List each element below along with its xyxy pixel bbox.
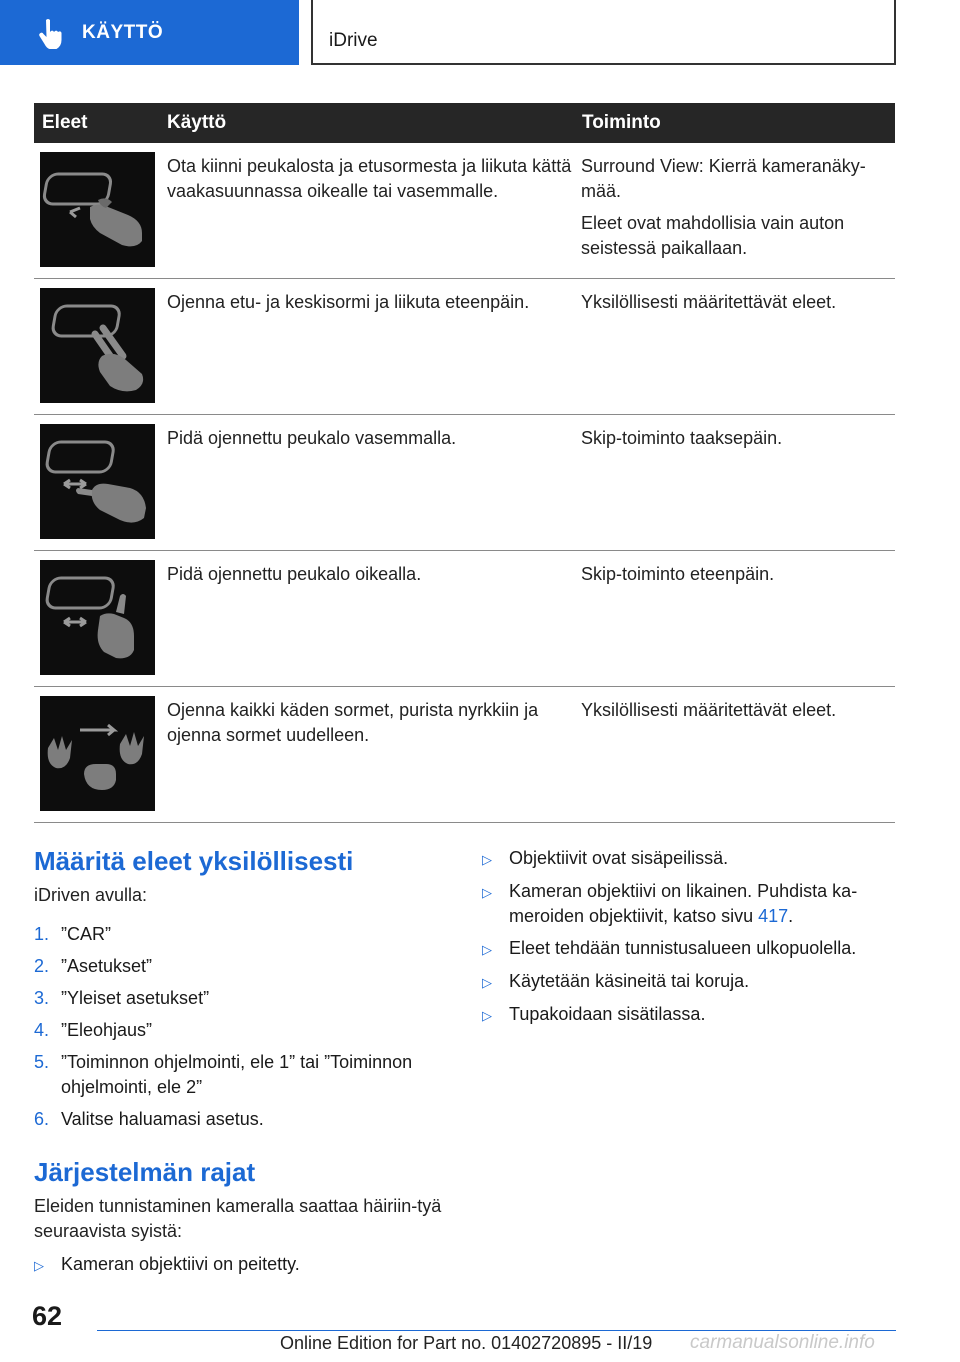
step-number: 3. [34, 988, 50, 1008]
triangle-bullet-icon: ▷ [482, 1008, 492, 1023]
bullet-text-end: . [788, 906, 794, 926]
section-intro: Eleiden tunnistaminen kameralla saattaa häiriin-tyä seuraavista syistä: [34, 1196, 442, 1241]
column-header-function: Toiminto [582, 112, 661, 133]
bullet-text: Eleet tehdään tunnistusalueen ulkopuolella. [509, 938, 857, 958]
function-line: Skip-toiminto taaksepäin. [581, 428, 783, 448]
usage-text: Ojenna kaikki käden sormet, purista nyrkkiin ja ojenna sormet uudelleen. [167, 700, 539, 745]
two-finger-forward-gesture-icon [40, 288, 155, 403]
chapter-title-box [311, 0, 896, 65]
list-item [34, 922, 464, 947]
section-label: KÄYTTÖ [82, 21, 164, 43]
list-item [34, 1107, 464, 1132]
function-text [581, 290, 891, 315]
steps-list [34, 922, 464, 1139]
chapter-title: iDrive [329, 30, 378, 51]
list-item [482, 879, 902, 929]
table-row [34, 551, 895, 687]
list-item [34, 1252, 454, 1278]
step-text: Valitse haluamasi asetus. [61, 1109, 264, 1129]
footer-edition: Online Edition for Part no. 01402720895 - II/19 [280, 1333, 653, 1353]
page-reference-link[interactable]: 417 [758, 906, 789, 926]
column-header-usage: Käyttö [167, 112, 227, 133]
step-text: ”CAR” [61, 924, 111, 944]
function-text [581, 154, 891, 261]
list-item [34, 954, 464, 979]
list-item [34, 1050, 464, 1100]
triangle-bullet-icon: ▷ [34, 1258, 44, 1273]
function-text [581, 562, 891, 587]
function-text [581, 426, 891, 451]
section-tab [0, 0, 299, 65]
step-number: 2. [34, 956, 50, 976]
thumb-right-gesture-icon [40, 560, 155, 675]
list-item [482, 846, 902, 872]
table-header [34, 103, 895, 143]
bullet-text: Tupakoidaan sisätilassa. [509, 1004, 706, 1024]
section-heading: Järjestelmän rajat [34, 1157, 256, 1187]
table-row [34, 279, 895, 415]
watermark: carmanualsonline.info [690, 1332, 875, 1353]
triangle-bullet-icon: ▷ [482, 852, 492, 867]
section-intro: iDriven avulla: [34, 885, 148, 905]
section-heading: Määritä eleet yksilöllisesti [34, 846, 354, 876]
usage-text: Ojenna etu- ja keskisormi ja liikuta eteenpäin. [167, 292, 530, 312]
gesture-table [34, 103, 895, 823]
function-text [581, 698, 891, 723]
page-number: 62 [32, 1301, 63, 1331]
table-row [34, 415, 895, 551]
list-item [482, 1002, 902, 1028]
bullet-text: Käytetään käsineitä tai koruja. [509, 971, 750, 991]
list-item [482, 969, 902, 995]
bullet-text [509, 879, 879, 929]
list-item [34, 1018, 464, 1043]
column-header-gestures: Eleet [42, 112, 88, 133]
list-item [34, 986, 464, 1011]
limits-list-left [34, 1252, 454, 1285]
table-row [34, 143, 895, 279]
usage-text: Ota kiinni peukalosta ja etusormesta ja liikuta kättä vaakasuunnassa oikealle tai vasemmalle. [167, 156, 572, 201]
step-text: ”Toiminnon ohjelmointi, ele 1” tai ”Toiminnon ohjelmointi, ele 2” [61, 1052, 413, 1097]
fist-open-gesture-icon [40, 696, 155, 811]
function-line: Yksilöllisesti määritettävät eleet. [581, 292, 837, 312]
step-number: 4. [34, 1020, 50, 1040]
usage-text: Pidä ojennettu peukalo oikealla. [167, 564, 422, 584]
triangle-bullet-icon: ▷ [482, 942, 492, 957]
triangle-bullet-icon: ▷ [482, 975, 492, 990]
rotate-gesture-icon [40, 152, 155, 267]
function-line: Surround View: Kierrä kameranäky-mää. [581, 156, 866, 201]
triangle-bullet-icon: ▷ [482, 885, 492, 900]
step-number: 6. [34, 1109, 50, 1129]
function-line: Eleet ovat mahdollisia vain auton seistessä paikallaan. [581, 213, 845, 258]
step-text: ”Eleohjaus” [61, 1020, 153, 1040]
limits-list-right [482, 846, 902, 1035]
function-line: Skip-toiminto eteenpäin. [581, 564, 775, 584]
thumb-left-gesture-icon [40, 424, 155, 539]
bullet-text: Kameran objektiivi on peitetty. [61, 1254, 300, 1274]
step-text: ”Yleiset asetukset” [61, 988, 210, 1008]
step-text: ”Asetukset” [61, 956, 153, 976]
function-line: Yksilöllisesti määritettävät eleet. [581, 700, 837, 720]
step-number: 5. [34, 1052, 50, 1072]
footer-divider [97, 1330, 896, 1331]
touch-hand-icon [32, 15, 68, 51]
table-row [34, 687, 895, 823]
step-number: 1. [34, 924, 50, 944]
usage-text: Pidä ojennettu peukalo vasemmalla. [167, 428, 457, 448]
list-item [482, 936, 902, 962]
bullet-text: Objektiivit ovat sisäpeilissä. [509, 848, 729, 868]
bullet-text-main: Kameran objektiivi on likainen. Puhdista ka-meroiden objektiivit, katso sivu [509, 881, 858, 926]
